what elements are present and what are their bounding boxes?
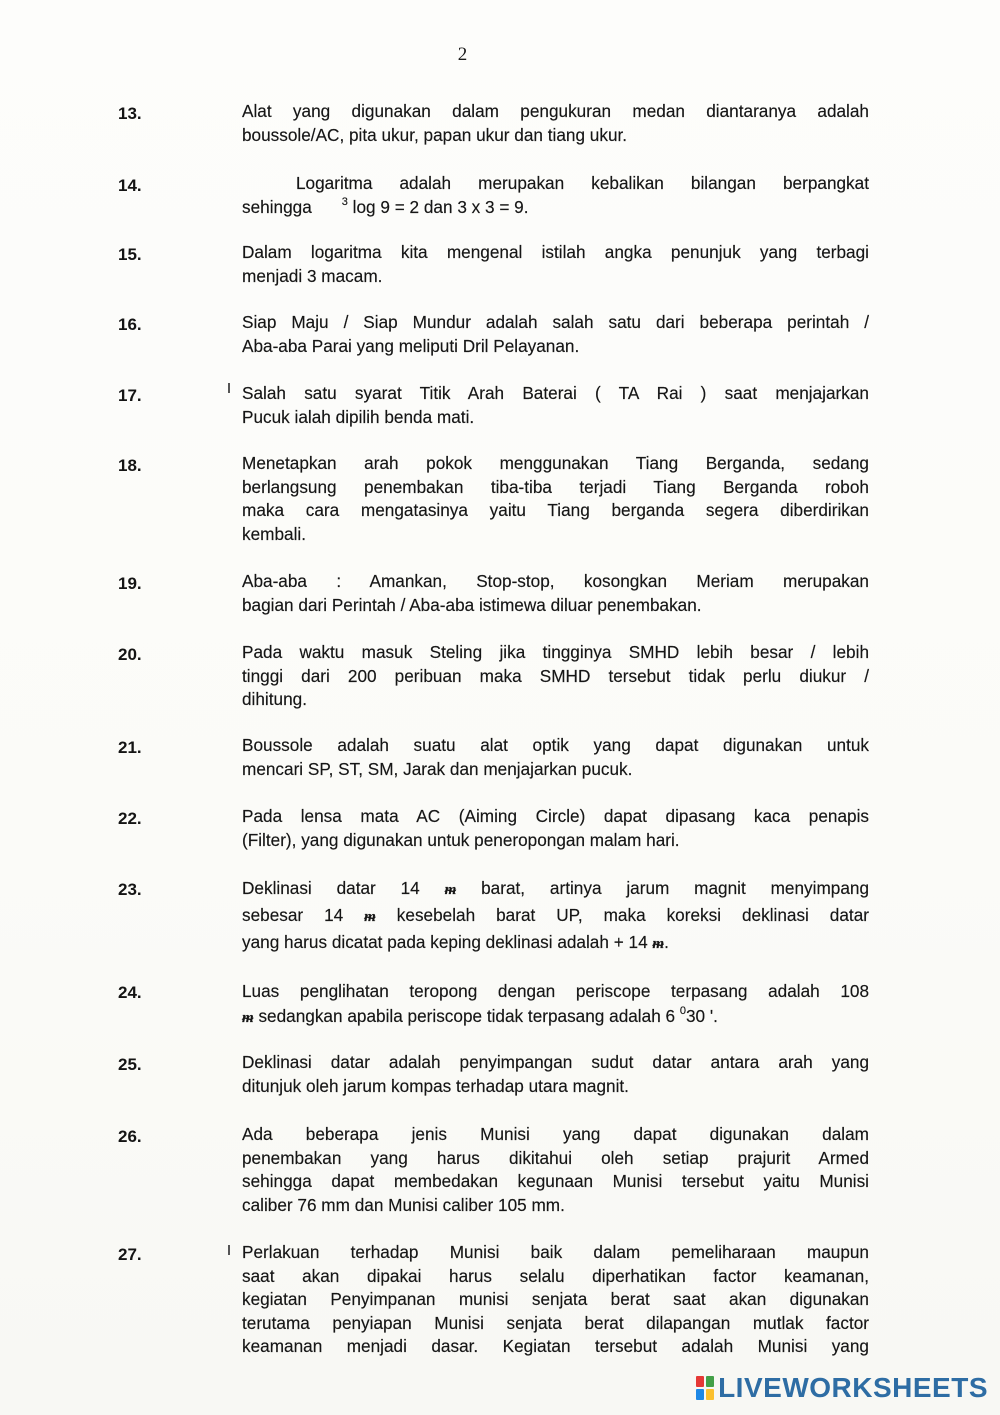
text-line: Siap Maju / Siap Mundur adalah salah satu dari beberapa perintah / [242, 312, 869, 332]
text-line: Pada waktu masuk Steling jika tingginya SMHD lebih besar / lebih [242, 642, 869, 662]
item-text [242, 241, 869, 288]
text-line: tinggi dari 200 peribuan maka SMHD tersebut tidak perlu diukur / [242, 665, 869, 686]
text-line: kegiatan Penyimpanan munisi senjata berat saat akan digunakan [242, 1289, 869, 1309]
superscript: 0 [679, 1005, 686, 1017]
text-line: Alat yang digunakan dalam pengukuran medan diantaranya adalah [242, 101, 869, 121]
text-line [242, 903, 869, 930]
item-text [242, 382, 869, 429]
item-number: 19. [118, 574, 142, 593]
watermark-text: LIVEWORKSHEETS [718, 1372, 988, 1403]
text-line [242, 876, 869, 903]
text-segment: 30 '. [686, 1006, 718, 1026]
item-number: 26. [118, 1127, 142, 1146]
text-line: sehingga dapat membedakan kegunaan Munisi tersebut yaitu Munisi [242, 1171, 869, 1191]
item-text [242, 452, 869, 546]
liveworksheets-watermark[interactable] [696, 1371, 988, 1405]
page-number: 2 [457, 44, 468, 65]
scan-mark [228, 1245, 230, 1255]
item-text [242, 1123, 869, 1217]
text-segment: sebesar 14 [242, 905, 344, 925]
text-line: Dalam logaritma kita mengenal istilah angka penunjuk yang terbagi [242, 242, 869, 262]
text-line [242, 1004, 869, 1032]
text-line: Ada beberapa jenis Munisi yang dapat digunakan dalam [242, 1124, 869, 1144]
item-text [242, 876, 869, 957]
logo-tile [696, 1376, 704, 1387]
item-text [242, 570, 869, 617]
item-number: 17. [118, 386, 142, 405]
item-text [242, 734, 869, 781]
text-segment: kesebelah barat UP, maka koreksi deklinasi datar [396, 905, 869, 925]
text-line: boussole/AC, pita ukur, papan ukur dan tiang ukur. [242, 124, 628, 145]
liveworksheets-logo-icon [696, 1376, 714, 1400]
mil-unit-symbol: ᵯ [242, 1010, 254, 1026]
text-line: Pada lensa mata AC (Aiming Circle) dapat dipasang kaca penapis [242, 806, 869, 826]
text-segment: barat, artinya jarum magnit menyimpang [481, 878, 870, 898]
text-line: penembakan yang harus dikitahui oleh setiap prajurit Armed [242, 1147, 869, 1168]
text-line [242, 196, 869, 223]
text-line: Boussole adalah suatu alat optik yang dapat digunakan untuk [242, 735, 869, 755]
item-number: 20. [118, 645, 142, 664]
text-segment: sedangkan apabila periscope tidak terpasang adalah 6 [258, 1006, 676, 1026]
text-line: Logaritma adalah merupakan kebalikan bilangan berpangkat [296, 173, 869, 193]
logo-tile [706, 1389, 714, 1400]
logo-tile [706, 1376, 714, 1387]
item-number: 13. [118, 104, 142, 123]
item-number: 22. [118, 809, 142, 828]
text-line: bagian dari Perintah / Aba-aba istimewa diluar penembakan. [242, 594, 702, 615]
text-line: Deklinasi datar adalah penyimpangan sudut datar antara arah yang [242, 1052, 869, 1072]
text-line: Salah satu syarat Titik Arah Baterai ( TA Rai ) saat menjajarkan [242, 383, 869, 403]
text-line: Aba-aba : Amankan, Stop-stop, kosongkan Meriam merupakan [242, 571, 869, 591]
item-number: 15. [118, 245, 142, 264]
text-line: caliber 76 mm dan Munisi caliber 105 mm. [242, 1194, 565, 1215]
text-segment: . [664, 932, 669, 952]
text-line: Luas penglihatan teropong dengan periscope terpasang adalah 108 [242, 981, 869, 1001]
text-line: kembali. [242, 523, 306, 544]
item-number: 16. [118, 315, 142, 334]
item-text [242, 805, 869, 852]
text-line: dihitung. [242, 689, 307, 709]
item-number: 21. [118, 738, 142, 757]
item-text [242, 1241, 869, 1359]
text-line [242, 930, 869, 957]
item-text [242, 979, 869, 1032]
item-text [242, 641, 869, 712]
item-text [242, 172, 869, 222]
text-line: saat akan dipakai harus selalu diperhatikan factor keamanan, [242, 1265, 869, 1286]
item-number: 23. [118, 880, 142, 899]
item-number: 24. [118, 983, 142, 1002]
text-line: mencari SP, ST, SM, Jarak dan menjajarkan pucuk. [242, 758, 633, 779]
text-segment: log 9 = 2 dan 3 x 3 = 9. [352, 196, 529, 217]
text-line: Menetapkan arah pokok menggunakan Tiang Berganda, sedang [242, 453, 869, 473]
text-line: Perlakuan terhadap Munisi baik dalam pemeliharaan maupun [242, 1242, 869, 1262]
text-line: menjadi 3 macam. [242, 265, 383, 286]
scan-mark [228, 383, 230, 393]
item-number: 18. [118, 456, 142, 475]
item-text [242, 1051, 869, 1098]
text-line: terutama penyiapan Munisi senjata berat dilapangan mutlak factor [242, 1312, 869, 1333]
mil-unit-symbol: ᵯ [652, 936, 665, 952]
mil-unit-symbol: ᵯ [364, 909, 376, 925]
text-segment: Deklinasi datar 14 [242, 878, 420, 898]
item-text [242, 100, 869, 147]
item-text [242, 311, 869, 358]
text-segment: yang harus dicatat pada keping deklinasi adalah + 14 [242, 932, 648, 952]
text-line: berlangsung penembakan tiba-tiba terjadi Tiang Berganda roboh [242, 476, 869, 497]
text-segment: sehingga [242, 196, 312, 217]
text-line: ditunjuk oleh jarum kompas terhadap utara magnit. [242, 1075, 629, 1096]
text-line: keamanan menjadi dasar. Kegiatan tersebut adalah Munisi yang [242, 1336, 869, 1356]
text-line: maka cara mengatasinya yaitu Tiang berganda segera diberdirikan [242, 500, 869, 520]
mil-unit-symbol: ᵯ [444, 882, 457, 898]
item-number: 14. [118, 176, 142, 195]
superscript: 3 [341, 195, 348, 208]
item-number: 27. [118, 1245, 142, 1264]
text-line: (Filter), yang digunakan untuk peneropongan malam hari. [242, 829, 680, 850]
text-line: Aba-aba Parai yang meliputi Dril Pelayanan. [242, 335, 580, 356]
logo-tile [696, 1389, 704, 1400]
text-line: Pucuk ialah dipilih benda mati. [242, 406, 475, 427]
item-number: 25. [118, 1055, 142, 1074]
